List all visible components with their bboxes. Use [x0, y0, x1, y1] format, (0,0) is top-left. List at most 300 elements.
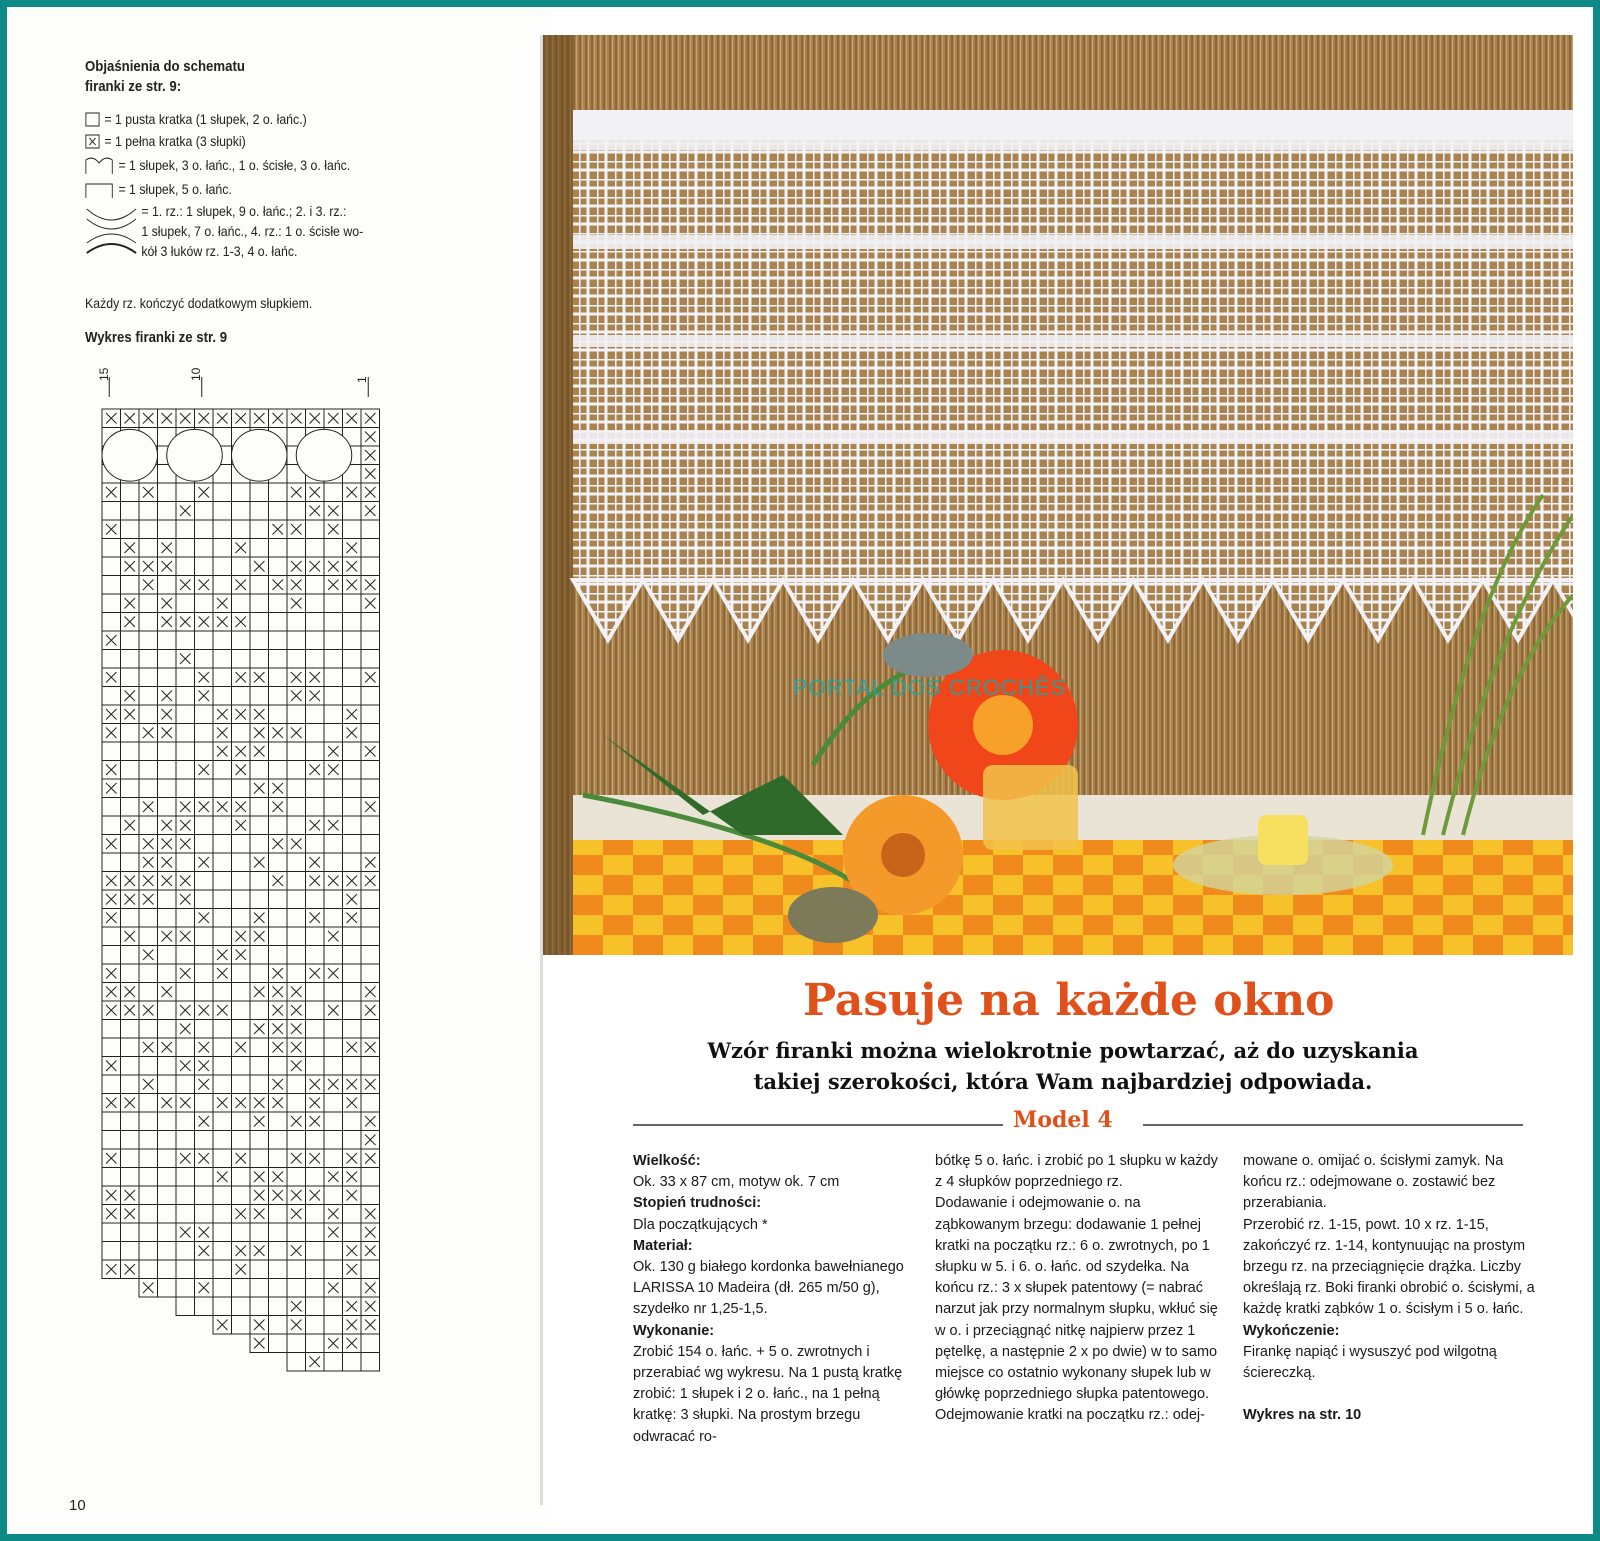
cross-mark: [236, 413, 247, 424]
chart-cell: [232, 557, 251, 576]
cross-mark: [254, 857, 265, 868]
chart-cell: [306, 890, 325, 909]
cross-mark: [236, 580, 247, 591]
cross-mark: [125, 413, 136, 424]
cross-mark: [106, 672, 117, 683]
chart-cell: [232, 983, 251, 1002]
cross-mark: [254, 1172, 265, 1183]
chart-cell: [306, 1131, 325, 1150]
chart-cell: [343, 816, 362, 835]
cross-mark: [347, 1320, 358, 1331]
chart-cell: [195, 557, 214, 576]
legend-title-line1: Objaśnienia do schematu: [85, 58, 245, 75]
chart-cell: [232, 835, 251, 854]
chart-cell: [139, 983, 158, 1002]
chart-cell: [121, 1075, 140, 1094]
chart-cell: [232, 853, 251, 872]
chart-cell: [139, 779, 158, 798]
chart-cell: [213, 1297, 232, 1316]
chart-cell: [213, 1149, 232, 1168]
cross-mark: [106, 894, 117, 905]
chart-cell: [250, 761, 269, 780]
chart-cell: [158, 890, 177, 909]
cross-mark: [273, 839, 284, 850]
chart-cell: [121, 1020, 140, 1039]
chart-cell: [343, 835, 362, 854]
chart-cell: [324, 668, 343, 687]
cross-mark: [347, 487, 358, 498]
chart-cell: [213, 853, 232, 872]
chart-cell: [287, 927, 306, 946]
cross-mark: [365, 413, 376, 424]
chart-cell: [195, 835, 214, 854]
article-subheading: Wzór firanki można wielokrotnie powtarzać, aż do uzyskania takiej szerokości, która Wam najbardziej odpowiada.: [707, 1038, 1419, 1094]
chart-cell: [324, 483, 343, 502]
chart-cell: [361, 1260, 380, 1279]
cross-mark: [365, 432, 376, 443]
chart-cell: [287, 1279, 306, 1298]
cross-mark: [291, 728, 302, 739]
chart-cell: [287, 1168, 306, 1187]
chart-cell: [176, 1260, 195, 1279]
paragraph: mowane o. omijać o. ścisłymi zamyk. Na końcu rz.: odejmowane o. zostawić bez przerabiania.: [1243, 1153, 1504, 1212]
chart-cell: [213, 1131, 232, 1150]
cross-mark: [365, 598, 376, 609]
chart-cell: [213, 835, 232, 854]
cross-mark: [291, 987, 302, 998]
cross-mark: [143, 580, 154, 591]
chart-cell: [232, 1279, 251, 1298]
cross-mark: [365, 469, 376, 480]
chart-cell: [343, 798, 362, 817]
chart-cell: [269, 594, 288, 613]
chart-cell: [250, 613, 269, 632]
paragraph: Odejmowanie kratki na początku rz.: odej-: [935, 1407, 1205, 1424]
chart-cell: [250, 890, 269, 909]
cross-mark: [254, 1098, 265, 1109]
cross-mark: [273, 1024, 284, 1035]
chart-cell: [250, 594, 269, 613]
cross-mark: [291, 1209, 302, 1220]
chart-cell: [176, 557, 195, 576]
chart-cell: [343, 946, 362, 965]
cross-mark: [347, 1301, 358, 1312]
chart-cell: [306, 520, 325, 539]
cross-mark: [310, 487, 321, 498]
chart-cell: [306, 946, 325, 965]
chart-cell: [102, 1075, 121, 1094]
cross-mark: [273, 580, 284, 591]
cross-square-icon: [85, 134, 101, 150]
chart-cell: [195, 927, 214, 946]
chart-cell: [121, 853, 140, 872]
cross-mark: [199, 1153, 210, 1164]
chart-cell: [139, 1260, 158, 1279]
chart-cell: [306, 1205, 325, 1224]
chart-cell: [176, 1038, 195, 1057]
cross-mark: [328, 820, 339, 831]
chart-cell: [139, 1242, 158, 1261]
chart-cell: [213, 520, 232, 539]
chart-cell: [343, 668, 362, 687]
paragraph: Przerobić rz. 1-15, powt. 10 x rz. 1-15, zakończyć rz. 1-14, kontynuując na prostym brzegu rz. na przeciągnięcie drążka. Liczby określają rz. Boki firanki obrobić o. ścisłymi, a każdę kratki ząbków 1 o. ścisłym i 5 o. łańc.: [1243, 1216, 1535, 1318]
chart-cell: [343, 964, 362, 983]
chart-cell: [195, 1094, 214, 1113]
paragraph: Firankę napiąć i wysuszyć pod wilgotną ściereczką.: [1243, 1343, 1497, 1382]
cross-mark: [365, 1042, 376, 1053]
chart-cell: [250, 1057, 269, 1076]
cross-mark: [143, 802, 154, 813]
row-note: Każdy rz. kończyć dodatkowym słupkiem.: [85, 295, 313, 311]
chart-cell: [232, 1223, 251, 1242]
cross-mark: [125, 1098, 136, 1109]
chart-cell: [269, 1316, 288, 1335]
chart-cell: [250, 1279, 269, 1298]
cross-mark: [106, 987, 117, 998]
cross-mark: [291, 1005, 302, 1016]
cross-mark: [310, 857, 321, 868]
chart-cell: [139, 761, 158, 780]
chart-cell: [121, 946, 140, 965]
chart-cell: [232, 964, 251, 983]
chart-cell: [287, 1094, 306, 1113]
chart-cell: [213, 483, 232, 502]
chart-cell: [306, 742, 325, 761]
cross-mark: [143, 1079, 154, 1090]
chart-cell: [213, 927, 232, 946]
legend-empty-square: = 1 pusta kratka (1 słupek, 2 o. łańc.): [85, 109, 307, 129]
chart-cell: [287, 964, 306, 983]
curtain-rod-pocket: [573, 110, 1573, 140]
cross-mark: [310, 1153, 321, 1164]
chart-cell: [343, 520, 362, 539]
chart-cell: [139, 1168, 158, 1187]
chart-cell: [232, 502, 251, 521]
cross-mark: [217, 1098, 228, 1109]
chart-cell: [232, 1075, 251, 1094]
chart-cell: [158, 798, 177, 817]
chart-cell: [232, 687, 251, 706]
cross-mark: [236, 543, 247, 554]
cross-mark: [199, 1227, 210, 1238]
chart-cell: [139, 539, 158, 558]
cross-mark: [199, 913, 210, 924]
chart-cell: [324, 779, 343, 798]
cross-mark: [291, 580, 302, 591]
chart-cell: [158, 779, 177, 798]
cross-mark: [365, 1301, 376, 1312]
chart-cell: [102, 502, 121, 521]
cross-mark: [254, 413, 265, 424]
chart-cell: [306, 798, 325, 817]
chart-cell: [158, 761, 177, 780]
chart-cell: [139, 613, 158, 632]
chart-cell: [176, 1205, 195, 1224]
chart-cell: [306, 1260, 325, 1279]
chart-cell: [102, 1131, 121, 1150]
chart-cell: [195, 1297, 214, 1316]
chart-cell: [250, 1223, 269, 1242]
chart-cell: [306, 724, 325, 743]
cross-mark: [273, 1079, 284, 1090]
chart-cell: [176, 594, 195, 613]
cross-mark: [217, 802, 228, 813]
chart-cell: [158, 576, 177, 595]
cross-mark: [328, 524, 339, 535]
chart-cell: [139, 668, 158, 687]
chart-cell: [139, 816, 158, 835]
legend-bar: = 1 słupek, 5 o. łańc.: [85, 179, 232, 199]
chart-cell: [139, 594, 158, 613]
chart-cell: [139, 1186, 158, 1205]
cross-mark: [310, 876, 321, 887]
chart-cell: [121, 835, 140, 854]
cross-mark: [217, 413, 228, 424]
cross-mark: [236, 672, 247, 683]
cross-mark: [254, 913, 265, 924]
chart-cell: [287, 705, 306, 724]
chart-cell: [158, 742, 177, 761]
chart-cell: [102, 687, 121, 706]
chart-cell: [324, 1242, 343, 1261]
chart-cell: [343, 1223, 362, 1242]
chart-cell: [139, 1205, 158, 1224]
legend-double-arch: = 1 słupek, 3 o. łańc., 1 o. ścisłe, 3 o. łańc.: [85, 155, 350, 175]
chart-cell: [158, 1279, 177, 1298]
chart-cell: [324, 1316, 343, 1335]
chart-cell: [176, 724, 195, 743]
chart-cell: [250, 946, 269, 965]
chart-cell: [158, 1186, 177, 1205]
chart-cell: [176, 1297, 195, 1316]
chart-cell: [232, 779, 251, 798]
chart-cell: [343, 631, 362, 650]
cross-mark: [254, 783, 265, 794]
cross-mark: [365, 1246, 376, 1257]
cross-mark: [125, 617, 136, 628]
chart-cell: [232, 1168, 251, 1187]
chart-cell: [343, 1001, 362, 1020]
chart-cell: [213, 1057, 232, 1076]
cross-mark: [273, 1172, 284, 1183]
cross-mark: [199, 691, 210, 702]
cross-mark: [106, 1061, 117, 1072]
chart-cell: [361, 761, 380, 780]
chart-cell: [176, 483, 195, 502]
chart-cell: [158, 1057, 177, 1076]
cross-mark: [310, 1357, 321, 1368]
chart-cell: [324, 890, 343, 909]
chart-cell: [306, 1334, 325, 1353]
cross-mark: [347, 543, 358, 554]
left-page: [7, 7, 552, 1534]
cross-mark: [106, 1190, 117, 1201]
chart-cell: [158, 520, 177, 539]
cross-mark: [106, 487, 117, 498]
chart-cell: [269, 742, 288, 761]
chart-cell: [176, 1075, 195, 1094]
chart-cell: [195, 1168, 214, 1187]
chart-title: Wykres firanki ze str. 9: [85, 329, 228, 346]
chart-cell: [343, 761, 362, 780]
text-column-2: [935, 1151, 1227, 1427]
chart-cell: [232, 483, 251, 502]
chart-cell: [269, 483, 288, 502]
chart-cell: [287, 909, 306, 928]
cross-mark: [347, 561, 358, 572]
cross-mark: [125, 1264, 136, 1275]
chart-cell: [324, 613, 343, 632]
cross-mark: [180, 1061, 191, 1072]
cross-mark: [254, 1190, 265, 1201]
chart-cell: [324, 909, 343, 928]
chart-cell: [287, 502, 306, 521]
chart-cell: [158, 1205, 177, 1224]
cross-mark: [254, 931, 265, 942]
cross-mark: [180, 1153, 191, 1164]
cross-mark: [365, 746, 376, 757]
chart-cell: [232, 650, 251, 669]
chart-cell: [361, 816, 380, 835]
chart-cell: [361, 779, 380, 798]
chart-cell: [324, 1057, 343, 1076]
chart-cell: [343, 1205, 362, 1224]
model-label: Model 4: [1013, 1107, 1113, 1133]
chart-cell: [287, 1131, 306, 1150]
chart-cell: [102, 539, 121, 558]
cross-mark: [365, 857, 376, 868]
cross-mark: [328, 876, 339, 887]
chart-cell: [139, 650, 158, 669]
chart-cell: [287, 742, 306, 761]
chart-cell: [306, 835, 325, 854]
cross-mark: [199, 1061, 210, 1072]
chart-cell: [232, 909, 251, 928]
cross-mark: [347, 1190, 358, 1201]
paragraph: [1243, 1384, 1535, 1405]
paragraph: Wielkość:: [633, 1153, 701, 1169]
cross-mark: [106, 524, 117, 535]
cross-mark: [199, 672, 210, 683]
chart-cell: [343, 502, 362, 521]
chart-cell: [195, 1260, 214, 1279]
cross-mark: [143, 728, 154, 739]
chart-cell: [269, 557, 288, 576]
chart-cell: [139, 1149, 158, 1168]
chart-cell: [306, 705, 325, 724]
chart-cell: [213, 909, 232, 928]
chart-cell: [306, 1316, 325, 1335]
chart-cell: [361, 890, 380, 909]
chart-cell: [287, 1353, 306, 1372]
chart-cell: [324, 594, 343, 613]
cross-mark: [328, 1227, 339, 1238]
cross-mark: [199, 617, 210, 628]
cross-mark: [199, 413, 210, 424]
chart-cell: [176, 687, 195, 706]
cross-mark: [273, 1190, 284, 1201]
cross-mark: [328, 746, 339, 757]
chart-cell: [232, 1057, 251, 1076]
cross-mark: [273, 783, 284, 794]
cross-mark: [236, 1098, 247, 1109]
chart-cell: [269, 853, 288, 872]
cross-mark: [365, 876, 376, 887]
cross-mark: [236, 950, 247, 961]
chart-cell: [139, 1112, 158, 1131]
chart-cell: [102, 594, 121, 613]
page-frame: [7, 7, 1593, 1534]
cross-mark: [273, 802, 284, 813]
cross-mark: [199, 487, 210, 498]
cross-mark: [347, 1153, 358, 1164]
cross-mark: [217, 746, 228, 757]
chart-cell: [250, 1001, 269, 1020]
chart-cell: [250, 520, 269, 539]
chart-cell: [102, 1242, 121, 1261]
chart-cell: [158, 631, 177, 650]
chart-cell: [324, 1353, 343, 1372]
chart-cell: [121, 724, 140, 743]
chart-cell: [343, 742, 362, 761]
cross-mark: [254, 987, 265, 998]
chart-cell: [121, 779, 140, 798]
cross-mark: [125, 709, 136, 720]
chart-cell: [250, 483, 269, 502]
chart-cell: [343, 687, 362, 706]
cross-mark: [254, 1320, 265, 1331]
cross-mark: [365, 1116, 376, 1127]
cross-mark: [162, 561, 173, 572]
chart-cell: [213, 816, 232, 835]
paragraph: Wykonanie:: [633, 1322, 715, 1339]
chart-cell: [102, 742, 121, 761]
cross-mark: [180, 1227, 191, 1238]
cross-mark: [310, 691, 321, 702]
chart-cell: [306, 1242, 325, 1261]
chart-cell: [269, 1242, 288, 1261]
arch-mark: [167, 429, 223, 481]
paragraph: Dodawanie i odejmowanie o. na ząbkowanym brzegu: dodawanie 1 pełnej kratki na początku rz.: 6 o. zwrotnych, po 1 słupku w 5. i 6. o. łańc. od szydełka. Na końcu rz.: 3 x słupek patentowy (= nabrać narzut jak przy normalnym słupku, wkłuć się w o. i przeciągnąć nitkę najpierw przez 1 pętelkę, a następnie 2 x po dwie) w to samo miejsce co ostatnio wykonany słupek lub w główkę poprzedniego słupka patentowego.: [935, 1195, 1218, 1403]
chart-cell: [102, 650, 121, 669]
chart-cell: [158, 650, 177, 669]
divider-right: [1143, 1124, 1523, 1126]
chart-cell: [343, 779, 362, 798]
chart-cell: [195, 520, 214, 539]
chart-cell: [158, 964, 177, 983]
cross-mark: [328, 765, 339, 776]
cross-mark: [162, 987, 173, 998]
chart-cell: [121, 1149, 140, 1168]
legend-title: [85, 57, 245, 97]
cross-mark: [199, 1283, 210, 1294]
chart-cell: [195, 631, 214, 650]
cross-mark: [162, 1042, 173, 1053]
chart-cell: [250, 872, 269, 891]
chart-cell: [287, 539, 306, 558]
cross-mark: [328, 1338, 339, 1349]
cross-mark: [347, 1042, 358, 1053]
cross-mark: [365, 450, 376, 461]
cross-mark: [347, 876, 358, 887]
cross-mark: [180, 931, 191, 942]
chart-cell: [269, 816, 288, 835]
chart-cell: [121, 761, 140, 780]
cross-mark: [254, 728, 265, 739]
cross-mark: [273, 524, 284, 535]
cross-mark: [273, 876, 284, 887]
chart-cell: [176, 1242, 195, 1261]
